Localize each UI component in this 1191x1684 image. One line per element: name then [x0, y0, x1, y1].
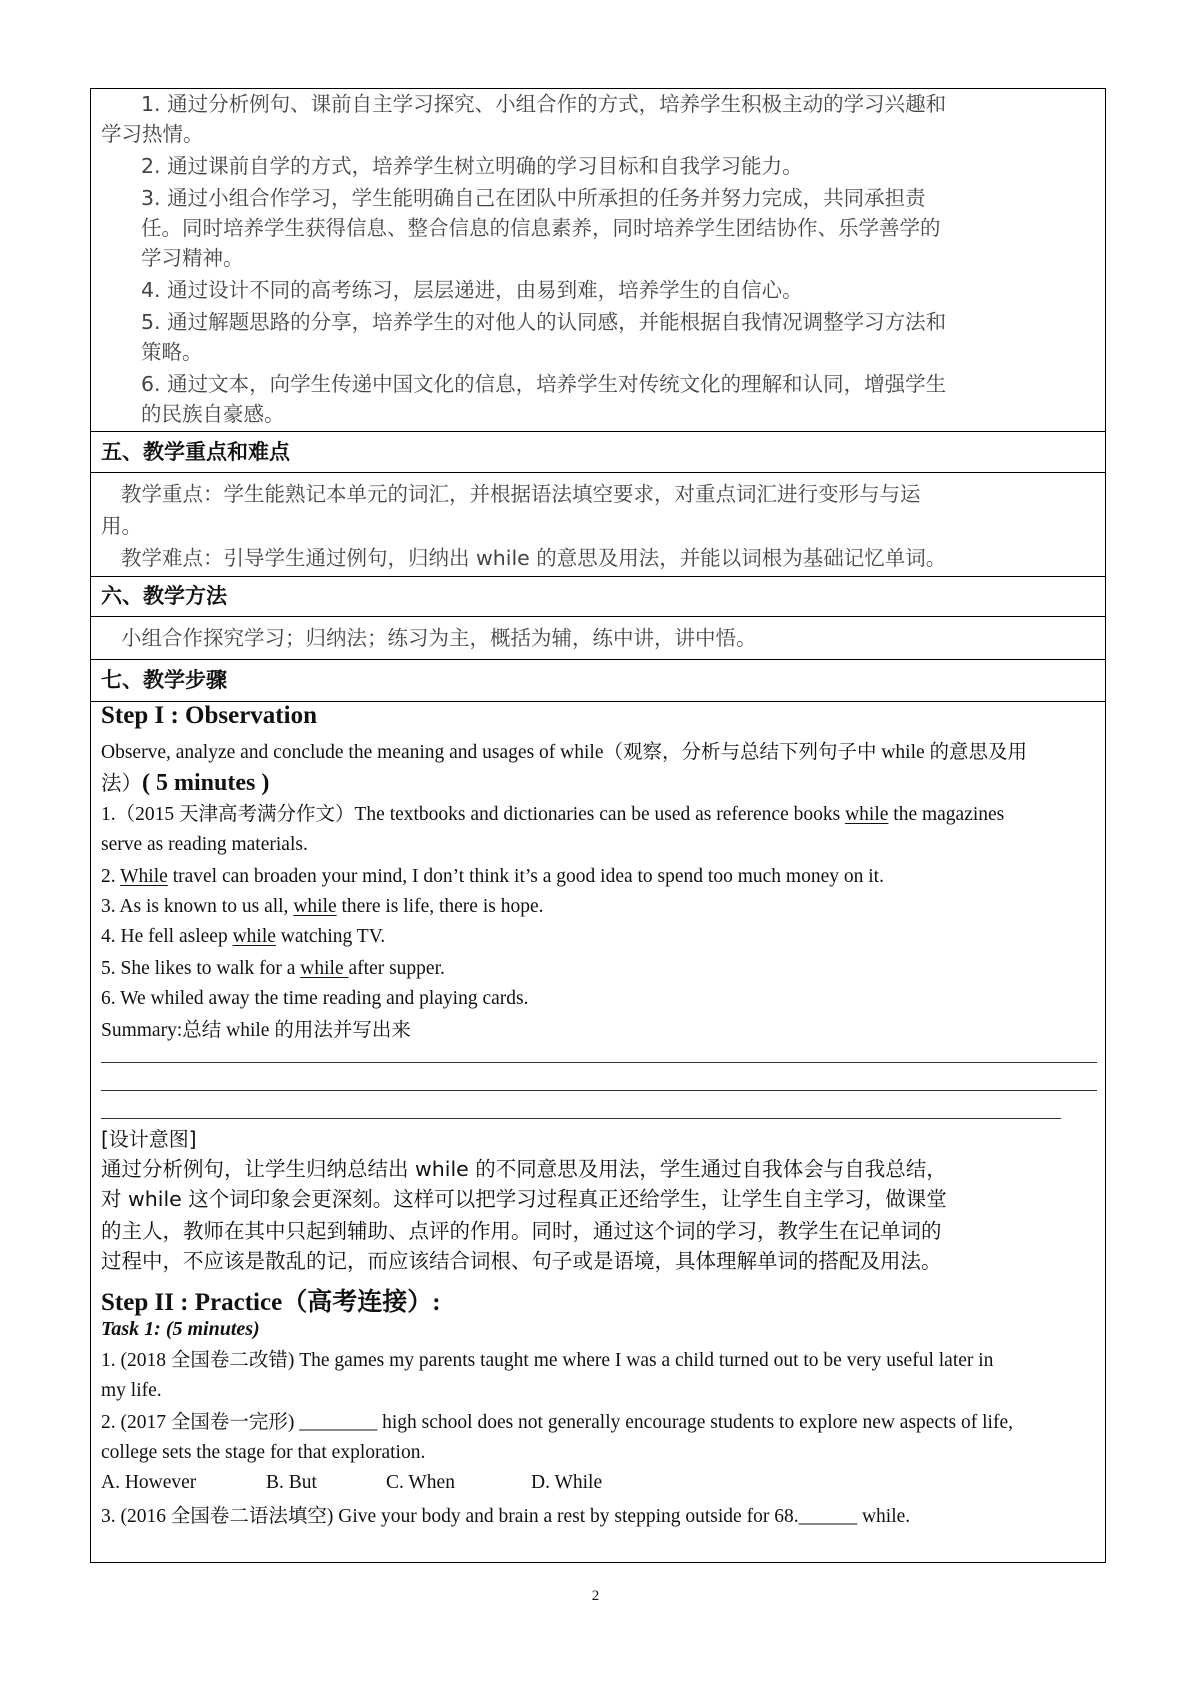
- question-1-line-2: my life.: [101, 1380, 162, 1401]
- key-point-line-2: 用。: [101, 514, 142, 538]
- goal-3-line-2: 任。同时培养学生获得信息、整合信息的信息素养，同时培养学生团结协作、乐学善学的: [141, 216, 941, 240]
- goal-6-line-2: 的民族自豪感。: [141, 402, 285, 426]
- sentence-4-post: watching TV.: [275, 926, 386, 947]
- answer-line-3[interactable]: [101, 1118, 1061, 1119]
- answer-line-2[interactable]: [101, 1090, 1097, 1091]
- goal-5-line-1: 5. 通过解题思路的分享，培养学生的对他人的认同感，并能根据自我情况调整学习方法和: [141, 310, 947, 334]
- design-intent-line-3: 的主人，教师在其中只起到辅助、点评的作用。同时，通过这个词的学习，教学生在记单词的: [101, 1219, 942, 1243]
- question-1-line-1: 1. (2018 全国卷二改错) The games my parents taught me where I was a child turned out to be very useful later in: [101, 1350, 994, 1371]
- sentence-2-pre: 2.: [101, 866, 121, 887]
- section-5-heading-row: [91, 432, 1105, 473]
- sentence-1-line-2: serve as reading materials.: [101, 834, 308, 855]
- step-1-duration: ( 5 minutes ): [142, 770, 270, 796]
- step-1-title: Step I : Observation: [101, 702, 317, 729]
- option-c: C. When: [386, 1472, 455, 1493]
- question-3: 3. (2016 全国卷二语法填空) Give your body and brain a rest by stepping outside for 68.______ while.: [101, 1506, 911, 1527]
- goal-3-line-3: 学习精神。: [141, 246, 244, 270]
- section-7-heading-row: [91, 660, 1105, 702]
- section-6-title: 六、教学方法: [101, 584, 227, 608]
- sentence-4-pre: 4. He fell asleep: [101, 926, 233, 947]
- step-1-intro-line-2: [101, 768, 269, 798]
- design-intent-line-2: 对 while 这个词印象会更深刻。这样可以把学习过程真正还给学生，让学生自主学习，做课堂: [101, 1187, 947, 1211]
- sentence-2-post: travel can broaden your mind, I don’t think it’s a good idea to spend too much money on it.: [167, 866, 884, 887]
- sentence-1-pre: 1.（2015 天津高考满分作文）The textbooks and dictionaries can be used as reference books: [101, 804, 846, 825]
- sentence-1-line-1: [101, 800, 1004, 830]
- step-1-intro-cn: 法）: [101, 771, 142, 795]
- sentence-3: [101, 892, 544, 922]
- goals-section: [91, 89, 1105, 432]
- section-6-heading-row: [91, 577, 1105, 617]
- sentence-5-pre: 5. She likes to walk for a: [101, 958, 301, 979]
- section-7-title: 七、教学步骤: [101, 668, 227, 692]
- sentence-1-post: the magazines: [888, 804, 1005, 825]
- sentence-3-post: there is life, there is hope.: [336, 896, 544, 917]
- question-2-line-2: college sets the stage for that exploration.: [101, 1442, 426, 1463]
- sentence-3-keyword: while: [293, 896, 337, 917]
- task-1-title: Task 1: (5 minutes): [101, 1318, 260, 1340]
- lesson-plan-table: [90, 88, 1106, 1563]
- step-1-intro-line-1: Observe, analyze and conclude the meaning and usages of while（观察，分析与总结下列句子中 while 的意思及用: [101, 742, 1028, 763]
- design-intent-label: [设计意图]: [101, 1127, 197, 1151]
- sentence-4-keyword: while: [232, 926, 276, 947]
- section-5-title: 五、教学重点和难点: [101, 440, 290, 464]
- option-b: B. But: [266, 1472, 317, 1493]
- goal-6-line-1: 6. 通过文本，向学生传递中国文化的信息，培养学生对传统文化的理解和认同，增强学生: [141, 372, 947, 396]
- option-d: D. While: [531, 1472, 603, 1493]
- step-2-title: Step II : Practice（高考连接）:: [101, 1289, 441, 1316]
- sentence-6: 6. We whiled away the time reading and playing cards.: [101, 988, 529, 1009]
- sentence-3-pre: 3. As is known to us all,: [101, 896, 294, 917]
- key-point-line-1: 教学重点：学生能熟记本单元的词汇，并根据语法填空要求，对重点词汇进行变形与与运: [121, 482, 921, 506]
- page-number: 2: [591, 1588, 600, 1604]
- design-intent-line-4: 过程中，不应该是散乱的记，而应该结合词根、句子或是语境，具体理解单词的搭配及用法。: [101, 1249, 942, 1273]
- section-6-content: [91, 617, 1105, 660]
- sentence-5-post: after supper.: [348, 958, 445, 979]
- goal-1-line-1: 1. 通过分析例句、课前自主学习探究、小组合作的方式，培养学生积极主动的学习兴趣和: [141, 92, 947, 116]
- goal-4: 4. 通过设计不同的高考练习，层层递进，由易到难，培养学生的自信心。: [141, 278, 803, 302]
- section-7-content: [91, 702, 1105, 1562]
- difficult-point: 教学难点：引导学生通过例句，归纳出 while 的意思及用法，并能以词根为基础记忆单词。: [121, 546, 947, 570]
- sentence-4: [101, 922, 385, 952]
- sentence-1-keyword: while: [845, 804, 889, 825]
- section-5-content: [91, 473, 1105, 577]
- goal-1-line-2: 学习热情。: [101, 122, 204, 146]
- goal-5-line-2: 策略。: [141, 340, 203, 364]
- sentence-5-keyword: while: [300, 958, 349, 979]
- design-intent-line-1: 通过分析例句，让学生归纳总结出 while 的不同意思及用法，学生通过自我体会与自我总结，: [101, 1157, 947, 1181]
- sentence-5: [101, 954, 445, 984]
- goal-3-line-1: 3. 通过小组合作学习，学生能明确自己在团队中所承担的任务并努力完成，共同承担责: [141, 186, 926, 210]
- option-a: A. However: [101, 1472, 197, 1493]
- teaching-methods: 小组合作探究学习；归纳法；练习为主，概括为辅，练中讲，讲中悟。: [121, 626, 757, 650]
- question-2-line-1: 2. (2017 全国卷一完形) ________ high school does not generally encourage students to explore new aspects of life,: [101, 1412, 1013, 1433]
- sentence-2-keyword: While: [120, 866, 168, 887]
- answer-line-1[interactable]: [101, 1062, 1097, 1063]
- goal-2: 2. 通过课前自学的方式，培养学生树立明确的学习目标和自我学习能力。: [141, 154, 803, 178]
- sentence-2: [101, 862, 884, 892]
- summary-prompt: Summary:总结 while 的用法并写出来: [101, 1020, 411, 1041]
